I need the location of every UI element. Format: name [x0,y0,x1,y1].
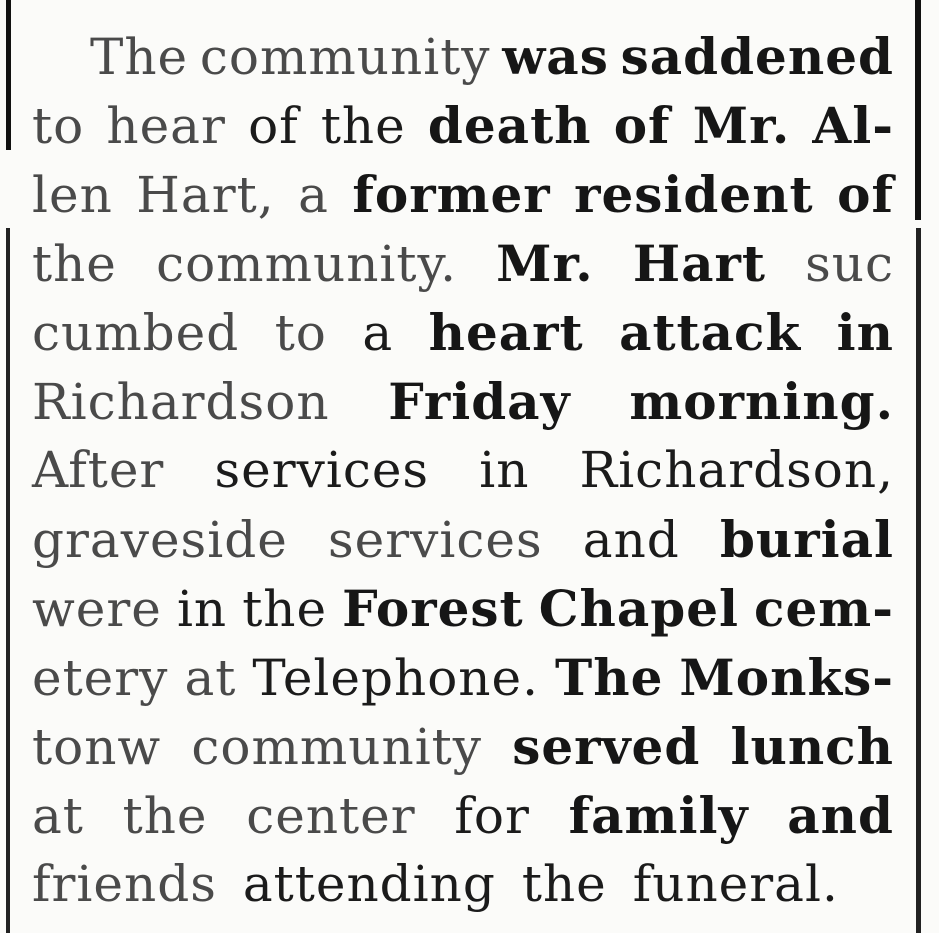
text-line [32,505,894,574]
obituary-paragraph [32,22,894,919]
word: a [298,166,329,224]
word: resident [574,165,814,224]
word: Mr. [692,96,791,155]
word: The [90,28,189,86]
word: and [582,511,680,569]
word: former [352,165,551,224]
word: the [242,580,328,638]
word: The [555,648,664,707]
word: After [32,441,165,499]
word: in [479,441,530,499]
column-rule-left-lower [6,228,10,933]
word: Richardson [32,373,330,431]
word: and [787,786,894,845]
word: to [274,304,327,362]
text-line [32,91,894,160]
word: community. [156,235,457,293]
word: the [122,787,208,845]
word: Al- [812,96,894,155]
word: suc [805,235,894,293]
word: the [320,97,406,155]
word: len [32,166,113,224]
word: Hart [632,234,766,293]
word: of [837,165,894,224]
word: of [248,97,299,155]
word: graveside [32,511,288,569]
word: tonw [32,718,162,776]
word: Mr. [496,234,594,293]
column-rule-right-lower [916,228,921,933]
word: community [191,718,483,776]
word: at [32,787,84,845]
text-line [32,229,894,298]
word: Friday [388,372,571,431]
column-rule-right [915,0,921,220]
text-line [32,643,894,712]
text-line [32,298,894,367]
word: Chapel [538,579,739,638]
word: in [836,303,894,362]
word: the [32,235,117,293]
word: saddened [620,27,894,86]
text-line [32,436,894,505]
word: served [512,717,701,776]
word: cumbed [32,304,240,362]
word: a [362,304,394,362]
word: attending [242,855,496,913]
word: services [327,511,543,569]
text-line [32,712,894,781]
word: cem- [754,579,894,638]
text-line [32,850,894,919]
word: for [454,787,530,845]
word: Hart, [136,166,275,224]
word: lunch [730,717,894,776]
word: Telephone. [252,649,539,707]
word: of [613,96,671,155]
column-rule-left [6,0,11,150]
word: funeral. [632,855,839,913]
word: was [502,27,609,86]
word: family [568,786,749,845]
word: in [176,580,228,638]
word: death [427,96,592,155]
text-line [32,22,894,91]
word: morning. [629,372,894,431]
word: services [214,441,430,499]
word: community [199,28,491,86]
word: the [521,855,607,913]
text-line [32,160,894,229]
word: center [246,787,416,845]
word: etery [32,649,169,707]
word: attack [619,303,802,362]
word: hear [106,97,226,155]
word: to [32,97,85,155]
word: burial [719,510,894,569]
word: were [32,580,162,638]
word: heart [428,303,584,362]
word: Monks- [679,648,894,707]
text-line [32,367,894,436]
text-line [32,781,894,850]
text-line [32,574,894,643]
word: Richardson, [579,441,894,499]
word: Forest [342,579,524,638]
word: friends [32,855,217,913]
word: at [184,649,237,707]
